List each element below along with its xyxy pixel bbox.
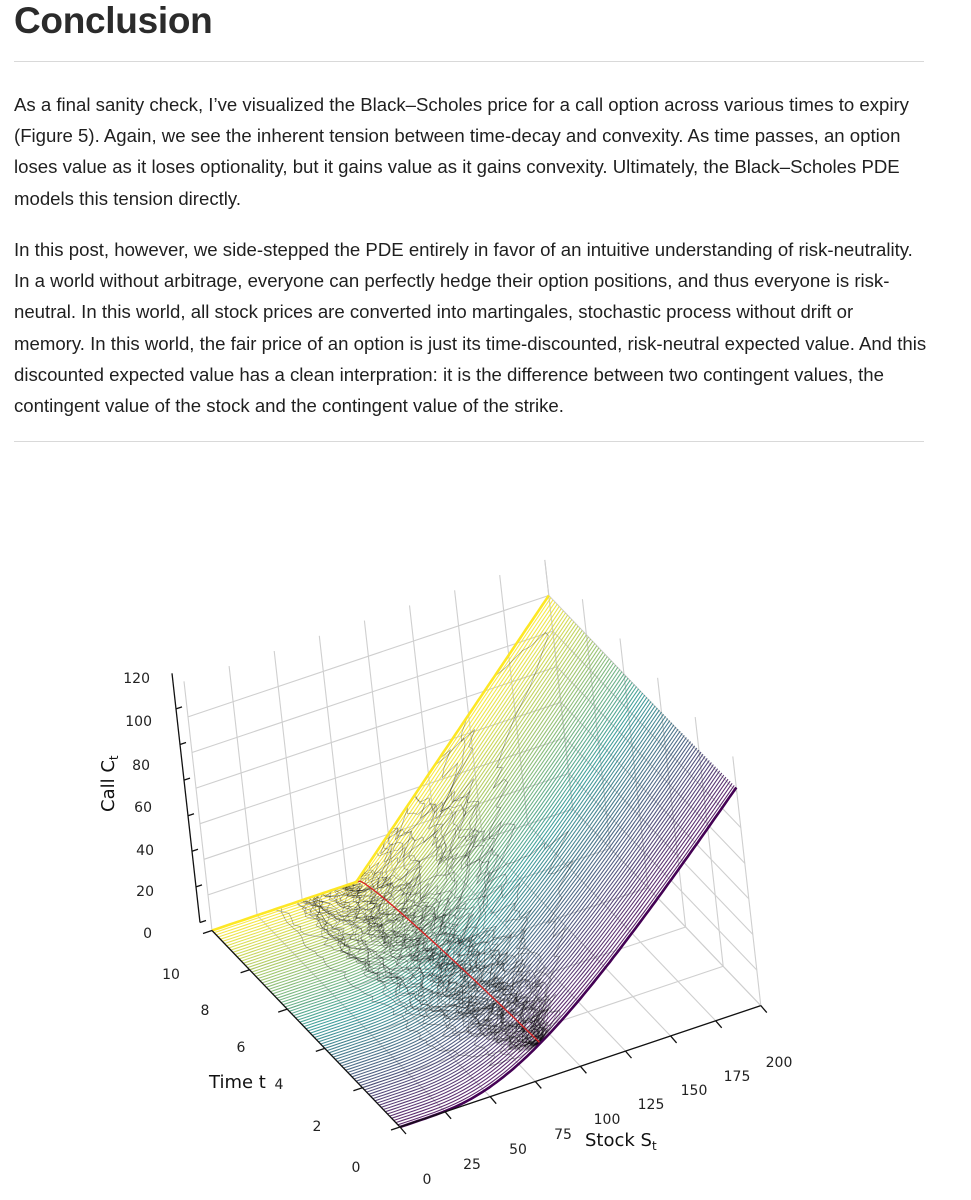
z-tick-label: 60 — [134, 800, 152, 816]
call-tick — [176, 707, 182, 709]
stock-tick — [626, 1051, 632, 1058]
time-tick — [241, 970, 250, 973]
z-tick-label: 0 — [143, 926, 152, 942]
time-tick — [391, 1127, 400, 1130]
paragraph-1: As a final sanity check, I’ve visualized the Black–Scholes price for a call option across various times to expiry (Figure 5). Again, we see the inherent tension between time-decay and convexity. As time passes, an option loses value as it loses optionality, but it gains value as it gains convexity. Ultimately, the Black–Scholes PDE models this tension directly. — [14, 94, 909, 209]
z-tick-label: 80 — [132, 758, 150, 774]
stock-tick — [400, 1127, 406, 1134]
stock-axis-title-subscript: t — [651, 1139, 657, 1153]
time-tick-label: 0 — [351, 1160, 361, 1176]
stock-tick — [761, 1006, 767, 1013]
stock-tick-label: 125 — [637, 1097, 665, 1113]
section-heading: Conclusion — [14, 0, 213, 41]
stock-tick — [716, 1021, 722, 1028]
stock-tick-label: 175 — [723, 1069, 751, 1085]
z-tick-label: 120 — [123, 671, 150, 687]
time-tick — [278, 1009, 287, 1012]
time-tick — [353, 1088, 362, 1091]
time-tick-label: 2 — [312, 1119, 322, 1135]
stock-tick — [490, 1097, 496, 1104]
stock-tick — [445, 1112, 451, 1119]
stock-tick — [671, 1036, 677, 1043]
time-tick-label: 10 — [162, 967, 180, 983]
paragraph-2: In this post, however, we side-stepped the PDE entirely in favor of an intuitive understanding of risk-neutrality. In a world without arbitrage, everyone can perfectly hedge their option positions, and thus everyone is risk-neutral. In this world, all stock prices are converted into martingales, stochastic process without drift or memory. In this world, the fair price of an option is just its time-discounted, risk-neutral expected value. And this discounted expected value has a clean interpration: it is the difference between two contingent values, the contingent value of the stock and the contingent value of the strike. — [14, 239, 927, 417]
call-tick — [188, 814, 194, 816]
stock-tick-label: 50 — [509, 1142, 527, 1158]
call-tick — [192, 849, 198, 851]
stock-tick-label: 25 — [463, 1157, 481, 1173]
stock-tick — [535, 1081, 541, 1088]
stock-tick-label: 75 — [554, 1127, 572, 1143]
z-tick-label: 40 — [136, 843, 154, 859]
stock-axis-title — [585, 1130, 657, 1153]
z-axis-title-text: Call C — [98, 760, 119, 812]
stock-tick-label: 100 — [593, 1112, 621, 1128]
time-axis-title: Time t — [209, 1072, 266, 1093]
call-tick — [200, 921, 206, 923]
z-tick-label: 100 — [125, 714, 152, 730]
time-tick — [203, 931, 212, 934]
call-tick — [196, 885, 202, 887]
stock-tick-label: 200 — [765, 1055, 793, 1071]
z-axis-title — [98, 755, 121, 812]
stock-axis-title-text: Stock S — [585, 1130, 652, 1151]
call-tick — [180, 743, 186, 745]
call-tick — [184, 778, 190, 780]
time-tick — [316, 1048, 325, 1051]
stock-tick-label: 0 — [422, 1172, 432, 1188]
time-tick-label: 8 — [200, 1003, 210, 1019]
z-axis-title-subscript: t — [107, 755, 121, 761]
z-tick-label: 20 — [136, 884, 154, 900]
stock-tick-label: 150 — [680, 1083, 708, 1099]
time-tick-label: 4 — [274, 1077, 284, 1093]
stock-tick — [580, 1066, 586, 1073]
time-tick-label: 6 — [236, 1040, 246, 1056]
